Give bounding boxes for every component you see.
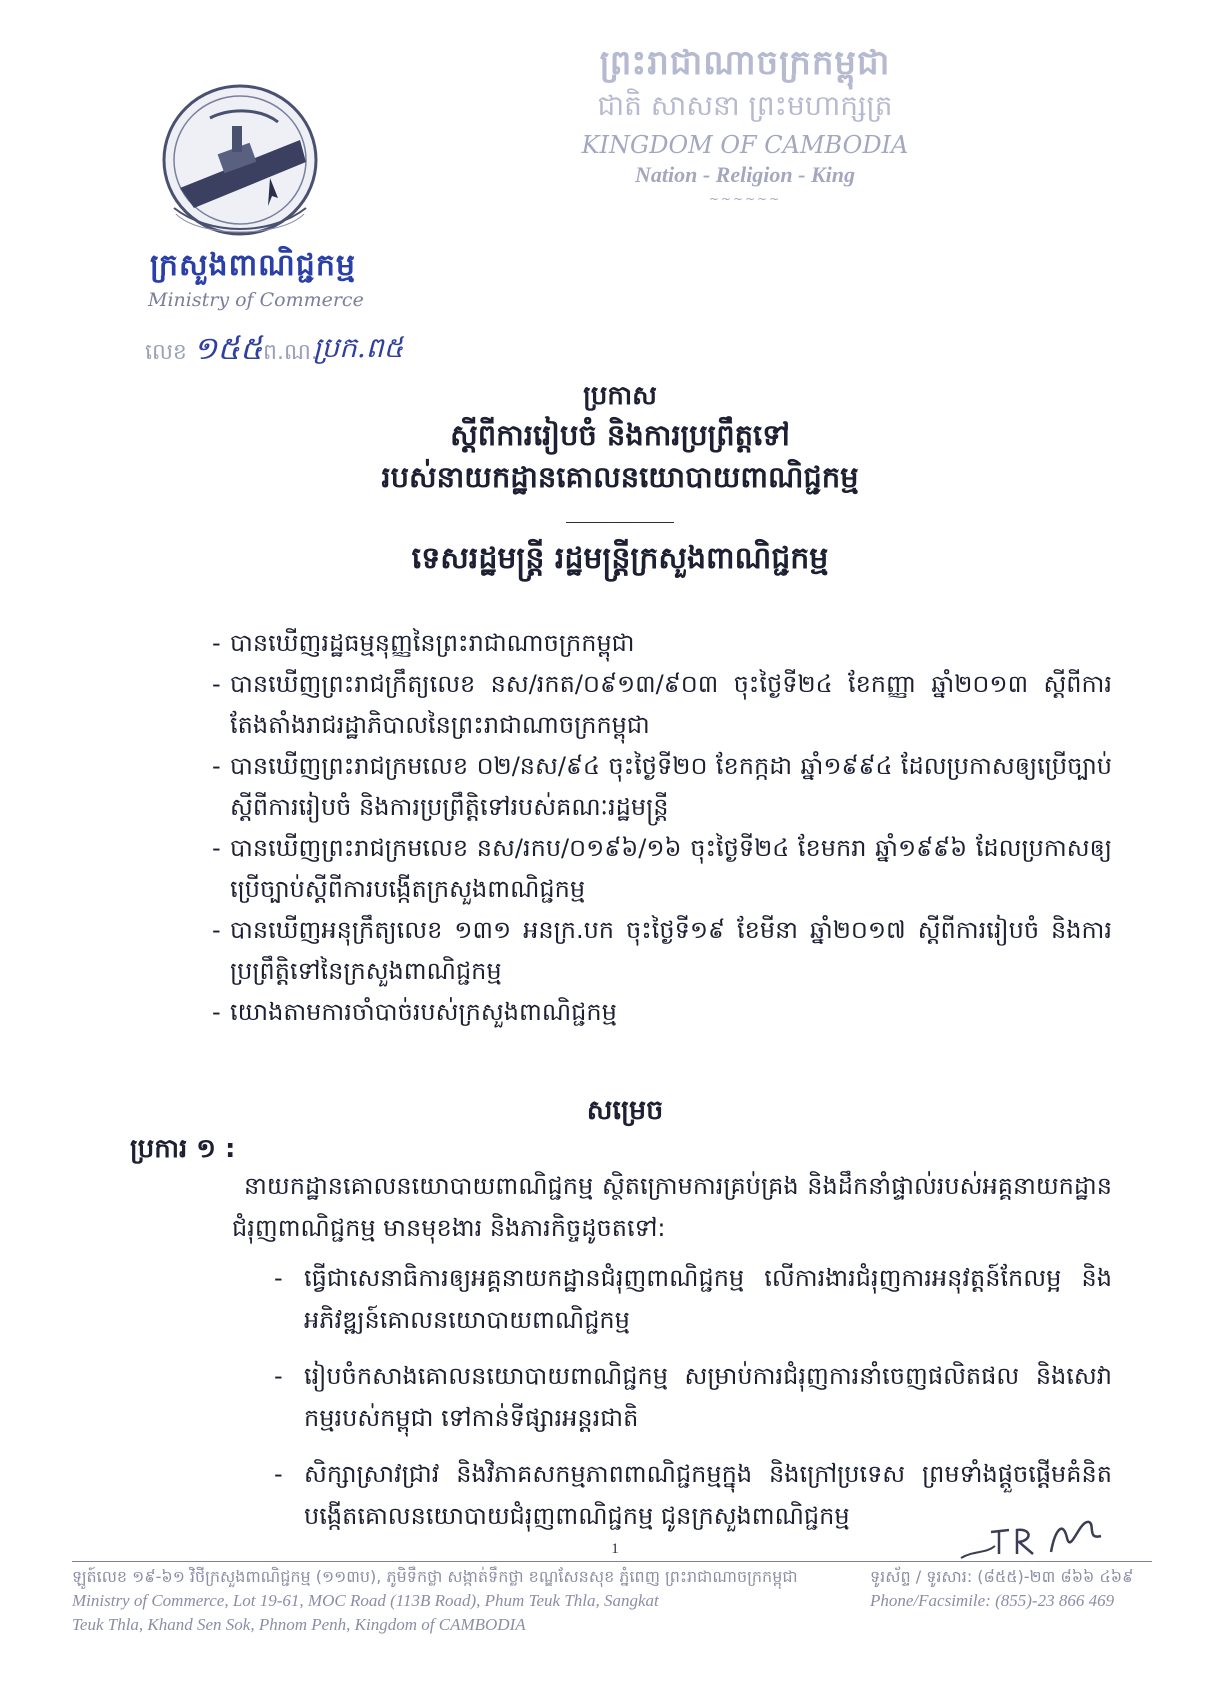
footer-address [72,1565,832,1637]
preamble-item: - បានឃើញរដ្ឋធម្មនុញ្ញនៃព្រះរាជាណាចក្រកម្ពុជា [212,629,635,657]
preamble-list [212,623,1112,1033]
decision-heading: សម្រេច [586,1095,664,1126]
reference-middle: ព.ណ. [263,340,318,365]
preamble-item: - បានឃើញព្រះរាជក្រមលេខ នស/រកប/០១៩៦/១៦ ចុះថ្ងៃទី២៤ ខែមករា ឆ្នាំ១៩៩៦ ដែលប្រកាសឲ្យប្រើច្បាប់ស្តីពីការបង្កើតក្រសួងពាណិជ្ជកម្ម [212,834,1112,903]
page-number: 1 [611,1541,619,1557]
article-1-item: - ធ្វើជាសេនាធិការឲ្យអគ្គនាយកដ្ឋានជំរុញពាណិជ្ជកម្ម លើការងារជំរុញការអនុវត្តន៍កែលម្អ និងអភិវឌ្ឍន៍គោលនយោបាយពាណិជ្ជកម្ម [274,1264,1112,1334]
document-title-block [300,378,940,581]
ministry-name-khmer: ក្រសួងពាណិជ្ជកម្ម [150,248,356,283]
reference-number-handwritten: ១៥៥ [193,329,263,367]
document-title-line-1: ស្តីពីការរៀបចំ និងការប្រព្រឹត្តទៅ [450,418,790,452]
reference-prefix: លេខ [145,340,187,365]
article-1-item: - សិក្សាស្រាវជ្រាវ និងវិភាគសកម្មភាពពាណិជ្ជកម្មក្នុង និងក្រៅប្រទេស ព្រមទាំងផ្តួចផ្តើមគំនិតបង្កើតគោលនយោបាយជំរុញពាណិជ្ជកម្ម ជូនក្រសួងពាណិជ្ជកម្ម [274,1460,1112,1530]
reference-number [145,329,465,372]
article-1-intro: នាយកដ្ឋានគោលនយោបាយពាណិជ្ជកម្ម ស្ថិតក្រោមការគ្រប់គ្រង និងដឹកនាំផ្ទាល់របស់អគ្គនាយកដ្ឋានជំរុញពាណិជ្ជកម្ម មានមុខងារ និងភារកិច្ចដូចតទៅ: [232,1172,1112,1242]
footer-phone-english: Phone/Facsimile: (855)-23 866 469 [870,1591,1115,1610]
ministry-name-english: Ministry of Commerce [148,289,364,311]
kingdom-name-english: KINGDOM OF CAMBODIA [581,131,909,159]
ministry-seal [150,78,330,248]
preamble-item: - យោងតាមការចាំបាច់របស់ក្រសួងពាណិជ្ជកម្ម [212,998,617,1026]
article-1-item: - រៀបចំកសាងគោលនយោបាយពាណិជ្ជកម្ម សម្រាប់ការជំរុញការនាំចេញផលិតផល និងសេវាកម្មរបស់កម្ពុជា ទៅកាន់ទីផ្សារអន្តរជាតិ [274,1362,1112,1432]
footer-address-english-line-2: Teuk Thla, Khand Sen Sok, Phnom Penh, Kingdom of CAMBODIA [72,1615,526,1634]
article-1-heading: ប្រការ ១ : [130,1134,236,1164]
reference-code-handwritten: ប្រក.ព៥ [313,331,404,364]
kingdom-motto-english: Nation - Religion - King [634,162,856,187]
preamble-item: - បានឃើញព្រះរាជក្រឹត្យលេខ នស/រកត/០៩១៣/៩០៣ ចុះថ្ងៃទី២៤ ខែកញ្ញា ឆ្នាំ២០១៣ ស្តីពីការតែងតាំងរាជរដ្ឋាភិបាលនៃព្រះរាជាណាចក្រកម្ពុជា [212,670,1112,739]
ministry-seal-icon [150,78,330,248]
footer-address-english-line-1: Ministry of Commerce, Lot 19-61, MOC Road (113B Road), Phum Teuk Thla, Sangkat [72,1591,659,1610]
kingdom-header [555,40,935,208]
article-1-list [274,1257,1112,1551]
kingdom-name-khmer: ព្រះរាជាណាចក្រកម្ពុជា [599,43,891,83]
title-divider [566,522,674,523]
kingdom-motto-khmer: ជាតិ សាសនា ព្រះមហាក្សត្រ [597,89,893,122]
preamble-item: - បានឃើញព្រះរាជក្រមលេខ ០២/នស/៩៤ ចុះថ្ងៃទី២០ ខែកក្កដា ឆ្នាំ១៩៩៤ ដែលប្រកាសឲ្យប្រើច្បាប់ស្តីពីការរៀបចំ និងការប្រព្រឹត្តិទៅរបស់គណៈរដ្ឋមន្ត្រី [212,752,1112,821]
footer-address-khmer: ឡូត៍លេខ ១៩-៦១ វិថីក្រសួងពាណិជ្ជកម្ម (១១៣ប), ភូមិទឹកថ្លា សង្កាត់ទឹកថ្លា ខណ្ឌសែនសុខ ភ្នំពេញ ព្រះរាជាណាចក្រកម្ពុជា [72,1567,798,1586]
document-title-line-2: របស់នាយកដ្ឋានគោលនយោបាយពាណិជ្ជកម្ម [381,460,859,494]
issuer-title: ទេសរដ្ឋមន្ត្រី រដ្ឋមន្ត្រីក្រសួងពាណិជ្ជកម្ម [411,541,829,576]
kingdom-divider-ornament: ~~~~~~ [708,192,782,206]
preamble-item: - បានឃើញអនុក្រឹត្យលេខ ១៣១ អនក្រ.បក ចុះថ្ងៃទី១៩ ខែមីនា ឆ្នាំ២០១៧ ស្តីពីការរៀបចំ និងការប្រព្រឹត្តិទៅនៃក្រសួងពាណិជ្ជកម្ម [212,916,1112,985]
document-type: ប្រកាស [583,381,657,411]
footer-divider [72,1561,1152,1562]
footer-phone-khmer: ទូរស័ព្ទ / ទូរសារ: (៨៥៥)-២៣ ៨៦៦ ៤៦៩ [870,1567,1134,1586]
footer-contact [870,1565,1160,1613]
